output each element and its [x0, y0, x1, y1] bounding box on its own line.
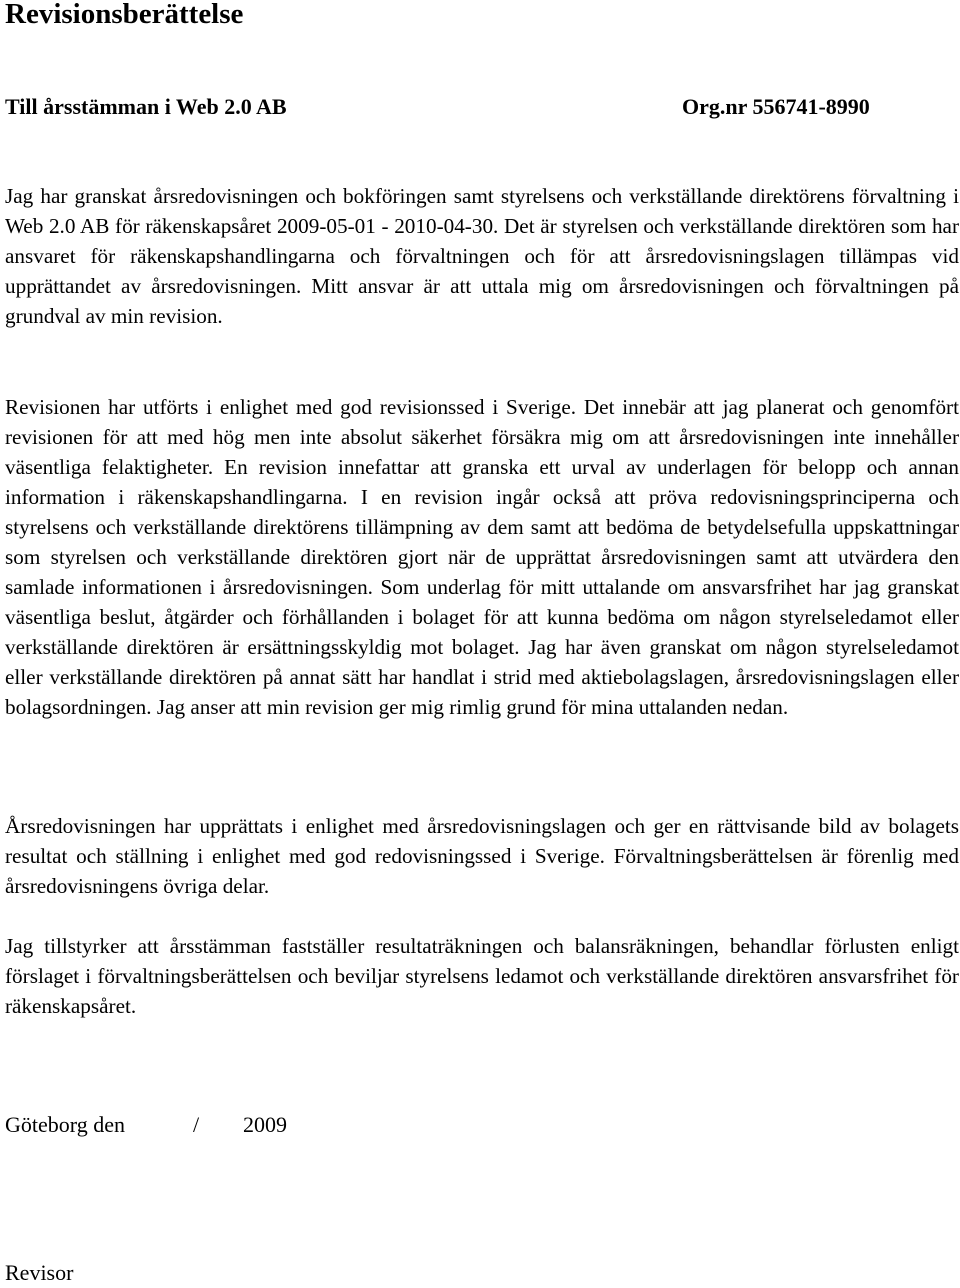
document-title: Revisionsberättelse	[5, 0, 244, 30]
paragraph-opinion: Årsredovisningen har upprättats i enlighet med årsredovisningslagen och ger en rättvisande bild av bolagets resultat och ställning i enlighet med god redovisningssed i Sverige. Förvaltningsberättelsen är förenlig med årsredovisningens övriga delar.	[5, 814, 959, 898]
year-text: 2009	[243, 1112, 287, 1137]
paragraph-audit-method: Revisionen har utförts i enlighet med god revisionssed i Sverige. Det innebär att jag planerat och genomfört revisionen för att med hög men inte absolut säkerhet försäkra mig om att årsredovisningen inte innehåller väsentliga felaktigheter. En revision innefattar att granska ett urval av underlagen för belopp och annan information i räkenskapshandlingarna. I en revision ingår också att pröva redovisningsprinciperna och styrelsens och verkställande direktörens tillämpning av dem samt att bedöma de betydelsefulla uppskattningar som styrelsen och verkställande direktören gjort när de upprättat årsredovisningen samt att utvärdera den samlade informationen i årsredovisningen. Som underlag för mitt uttalande om ansvarsfrihet har jag granskat väsentliga beslut, åtgärder och förhållanden i bolaget för att kunna bedöma om någon styrelseledamot eller verkställande direktören är ersättningsskyldig mot bolaget. Jag har även granskat om någon styrelseledamot eller verkställande direktören på annat sätt har handlat i strid med aktiebolagslagen, årsredovisningslagen eller bolagsordningen. Jag anser att min revision ger mig rimlig grund för mina uttalanden nedan.	[5, 395, 959, 719]
paragraph-recommendation: Jag tillstyrker att årsstämman fastställer resultaträkningen och balansräkningen, behandlar förlusten enligt förslaget i förvaltningsberättelsen och beviljar styrelsens ledamot och verkställande direktören ansvarsfrihet för räkenskapsåret.	[5, 934, 959, 1018]
addressee-text: Till årsstämman i Web 2.0 AB	[5, 94, 287, 119]
org-number: Org.nr 556741-8990	[682, 94, 870, 119]
addressee-row	[5, 92, 959, 122]
signature-label: Revisor	[5, 1260, 74, 1285]
date-separator: /	[193, 1112, 200, 1137]
paragraph-scope: Jag har granskat årsredovisningen och bokföringen samt styrelsens och verkställande direktörens förvaltning i Web 2.0 AB för räkenskapsåret 2009-05-01 - 2010-04-30. Det är styrelsen och verkställande direktören som har ansvaret för räkenskapshandlingarna och förvaltningen och för att årsredovisningslagen tillämpas vid upprättandet av årsredovisningen. Mitt ansvar är att uttala mig om årsredovisningen och förvaltningen på grundval av min revision.	[5, 184, 959, 328]
place-text: Göteborg den	[5, 1112, 125, 1137]
